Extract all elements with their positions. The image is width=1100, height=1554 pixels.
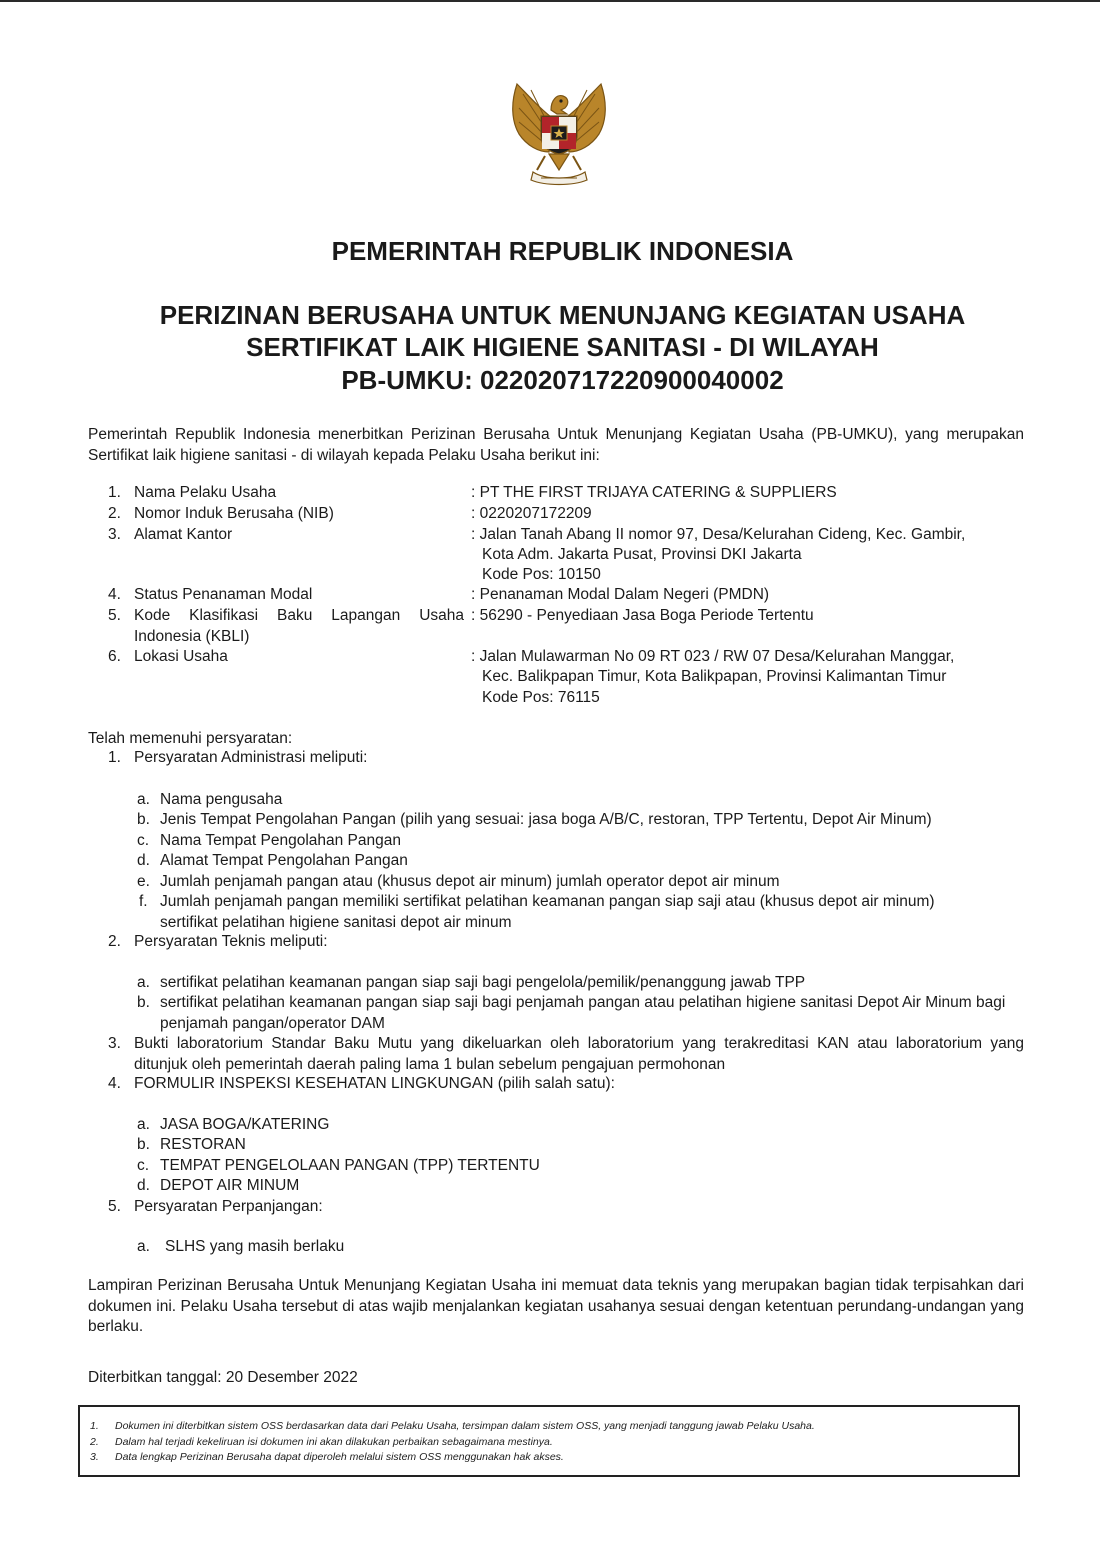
- government-title: PEMERINTAH REPUBLIK INDONESIA: [331, 236, 794, 266]
- field-label-kbli: Kode Klasifikasi Baku Lapangan Usaha Indonesia (KBLI): [134, 607, 464, 645]
- sub-item-letter: a.: [137, 1238, 150, 1255]
- page-top-border: [0, 0, 1100, 2]
- field-number: 1.: [108, 484, 121, 501]
- license-number: PB-UMKU: 022020717220900040002: [341, 365, 784, 395]
- field-value-kbli: : 56290 - Penyediaan Jasa Boga Periode Tertentu: [471, 607, 814, 624]
- field-label-business-name: Nama Pelaku Usaha: [134, 484, 277, 501]
- closing-paragraph: Lampiran Perizinan Berusaha Untuk Menunjang Kegiatan Usaha ini memuat data teknis yang merupakan bagian tidak terpisahkan dari dokumen ini. Pelaku Usaha tersebut di atas wajib menjalankan kegiatan usahanya sesuai dengan ketentuan perundang-undangan yang berlaku.: [88, 1277, 1024, 1335]
- sub-item: RESTORAN: [160, 1136, 246, 1153]
- requirement-renewal: Persyaratan Perpanjangan:: [134, 1198, 323, 1215]
- field-value-office-postcode: Kode Pos: 10150: [482, 566, 601, 583]
- sub-item: sertifikat pelatihan keamanan pangan siap saji bagi penjamah pangan atau pelatihan higiene sanitasi Depot Air Minum bagi penjamah pangan/operator DAM: [160, 994, 1006, 1032]
- sub-item: Nama pengusaha: [160, 791, 283, 808]
- field-number: 2.: [108, 505, 121, 522]
- field-value-location-postcode: Kode Pos: 76115: [482, 689, 600, 706]
- field-value-business-location: : Jalan Mulawarman No 09 RT 023 / RW 07 Desa/Kelurahan Manggar,: [471, 648, 955, 665]
- sub-item-letter: e.: [137, 873, 150, 890]
- footer-note: Dokumen ini diterbitkan sistem OSS berdasarkan data dari Pelaku Usaha, tersimpan dalam sistem OSS, yang menjadi tanggung jawab Pelaku Usaha.: [115, 1420, 815, 1432]
- footer-notes-box: [78, 1405, 1020, 1477]
- field-number: 5.: [108, 607, 121, 624]
- footer-note-number: 2.: [90, 1436, 99, 1448]
- sub-item-letter: b.: [137, 1136, 150, 1153]
- document-title-line1: PERIZINAN BERUSAHA UNTUK MENUNJANG KEGIATAN USAHA: [159, 300, 966, 330]
- sub-item: SLHS yang masih berlaku: [165, 1238, 345, 1255]
- footer-note-number: 1.: [90, 1420, 99, 1432]
- requirement-number: 1.: [108, 749, 121, 766]
- sub-item: Alamat Tempat Pengolahan Pangan: [160, 852, 408, 869]
- sub-item-letter: a.: [137, 1116, 150, 1133]
- document-title-line2: SERTIFIKAT LAIK HIGIENE SANITASI - DI WILAYAH: [246, 332, 879, 362]
- requirements-heading: Telah memenuhi persyaratan:: [88, 730, 293, 747]
- field-value-office-address: : Jalan Tanah Abang II nomor 97, Desa/Kelurahan Cideng, Kec. Gambir,: [471, 526, 966, 543]
- field-number: 3.: [108, 526, 121, 543]
- footer-note: Dalam hal terjadi kekeliruan isi dokumen ini akan dilakukan perbaikan sebagaimana mestinya.: [115, 1436, 553, 1448]
- issued-date: Diterbitkan tanggal: 20 Desember 2022: [88, 1369, 358, 1386]
- sub-item-letter: c.: [137, 1157, 150, 1174]
- sub-item-letter: a.: [137, 791, 150, 808]
- sub-item-letter: d.: [137, 1177, 150, 1194]
- requirement-number: 5.: [108, 1198, 121, 1215]
- sub-item-letter: b.: [137, 811, 150, 828]
- sub-item: Nama Tempat Pengolahan Pangan: [160, 832, 401, 849]
- field-label-nib: Nomor Induk Berusaha (NIB): [134, 505, 334, 522]
- sub-item-letter: a.: [137, 974, 150, 991]
- footer-note-number: 3.: [90, 1451, 99, 1463]
- requirement-number: 3.: [108, 1035, 121, 1052]
- field-value-investment-status: : Penanaman Modal Dalam Negeri (PMDN): [471, 586, 770, 603]
- footer-note: Data lengkap Perizinan Berusaha dapat diperoleh melalui sistem OSS menggunakan hak akses.: [115, 1451, 564, 1463]
- requirement-inspection-form: FORMULIR INSPEKSI KESEHATAN LINGKUNGAN (pilih salah satu):: [134, 1075, 615, 1092]
- sub-item: JASA BOGA/KATERING: [160, 1116, 330, 1133]
- field-value-office-address-line2: Kota Adm. Jakarta Pusat, Provinsi DKI Jakarta: [482, 546, 802, 563]
- requirement-laboratory: Bukti laboratorium Standar Baku Mutu yang dikeluarkan oleh laboratorium yang terakreditasi KAN atau laboratorium yang ditunjuk oleh pemerintah daerah paling lama 1 bulan sebelum pengajuan permohonan: [134, 1035, 1024, 1073]
- field-number: 6.: [108, 648, 121, 665]
- sub-item-letter: c.: [137, 832, 150, 849]
- field-label-office-address: Alamat Kantor: [134, 526, 233, 543]
- requirement-technical: Persyaratan Teknis meliputi:: [134, 933, 328, 950]
- requirement-number: 4.: [108, 1075, 121, 1092]
- sub-item: TEMPAT PENGELOLAAN PANGAN (TPP) TERTENTU: [160, 1157, 540, 1174]
- requirement-number: 2.: [108, 933, 121, 950]
- field-number: 4.: [108, 586, 121, 603]
- sub-item: Jumlah penjamah pangan memiliki sertifikat pelatihan keamanan pangan siap saji atau (khusus depot air minum) sertifikat pelatihan higiene sanitasi depot air minum: [160, 893, 935, 931]
- field-value-business-location-line2: Kec. Balikpapan Timur, Kota Balikpapan, Provinsi Kalimantan Timur: [482, 668, 947, 685]
- garuda-emblem-icon: [505, 80, 613, 188]
- field-value-nib: : 0220207172209: [471, 505, 592, 522]
- field-value-business-name: : PT THE FIRST TRIJAYA CATERING & SUPPLIERS: [471, 484, 837, 501]
- sub-item: Jenis Tempat Pengolahan Pangan (pilih yang sesuai: jasa boga A/B/C, restoran, TPP Tertentu, Depot Air Minum): [160, 811, 932, 828]
- sub-item: sertifikat pelatihan keamanan pangan siap saji bagi pengelola/pemilik/penanggung jawab TPP: [160, 974, 806, 991]
- requirement-administrative: Persyaratan Administrasi meliputi:: [134, 749, 368, 766]
- intro-paragraph: Pemerintah Republik Indonesia menerbitkan Perizinan Berusaha Untuk Menunjang Kegiatan Usaha (PB-UMKU), yang merupakan Sertifikat laik higiene sanitasi - di wilayah kepada Pelaku Usaha berikut ini:: [88, 426, 1024, 464]
- sub-item-letter: f.: [139, 893, 148, 910]
- field-label-business-location: Lokasi Usaha: [134, 648, 228, 665]
- sub-item-letter: b.: [137, 994, 150, 1011]
- sub-item-letter: d.: [137, 852, 150, 869]
- sub-item: DEPOT AIR MINUM: [160, 1177, 300, 1194]
- sub-item: Jumlah penjamah pangan atau (khusus depot air minum) jumlah operator depot air minum: [160, 873, 780, 890]
- field-label-investment-status: Status Penanaman Modal: [134, 586, 313, 603]
